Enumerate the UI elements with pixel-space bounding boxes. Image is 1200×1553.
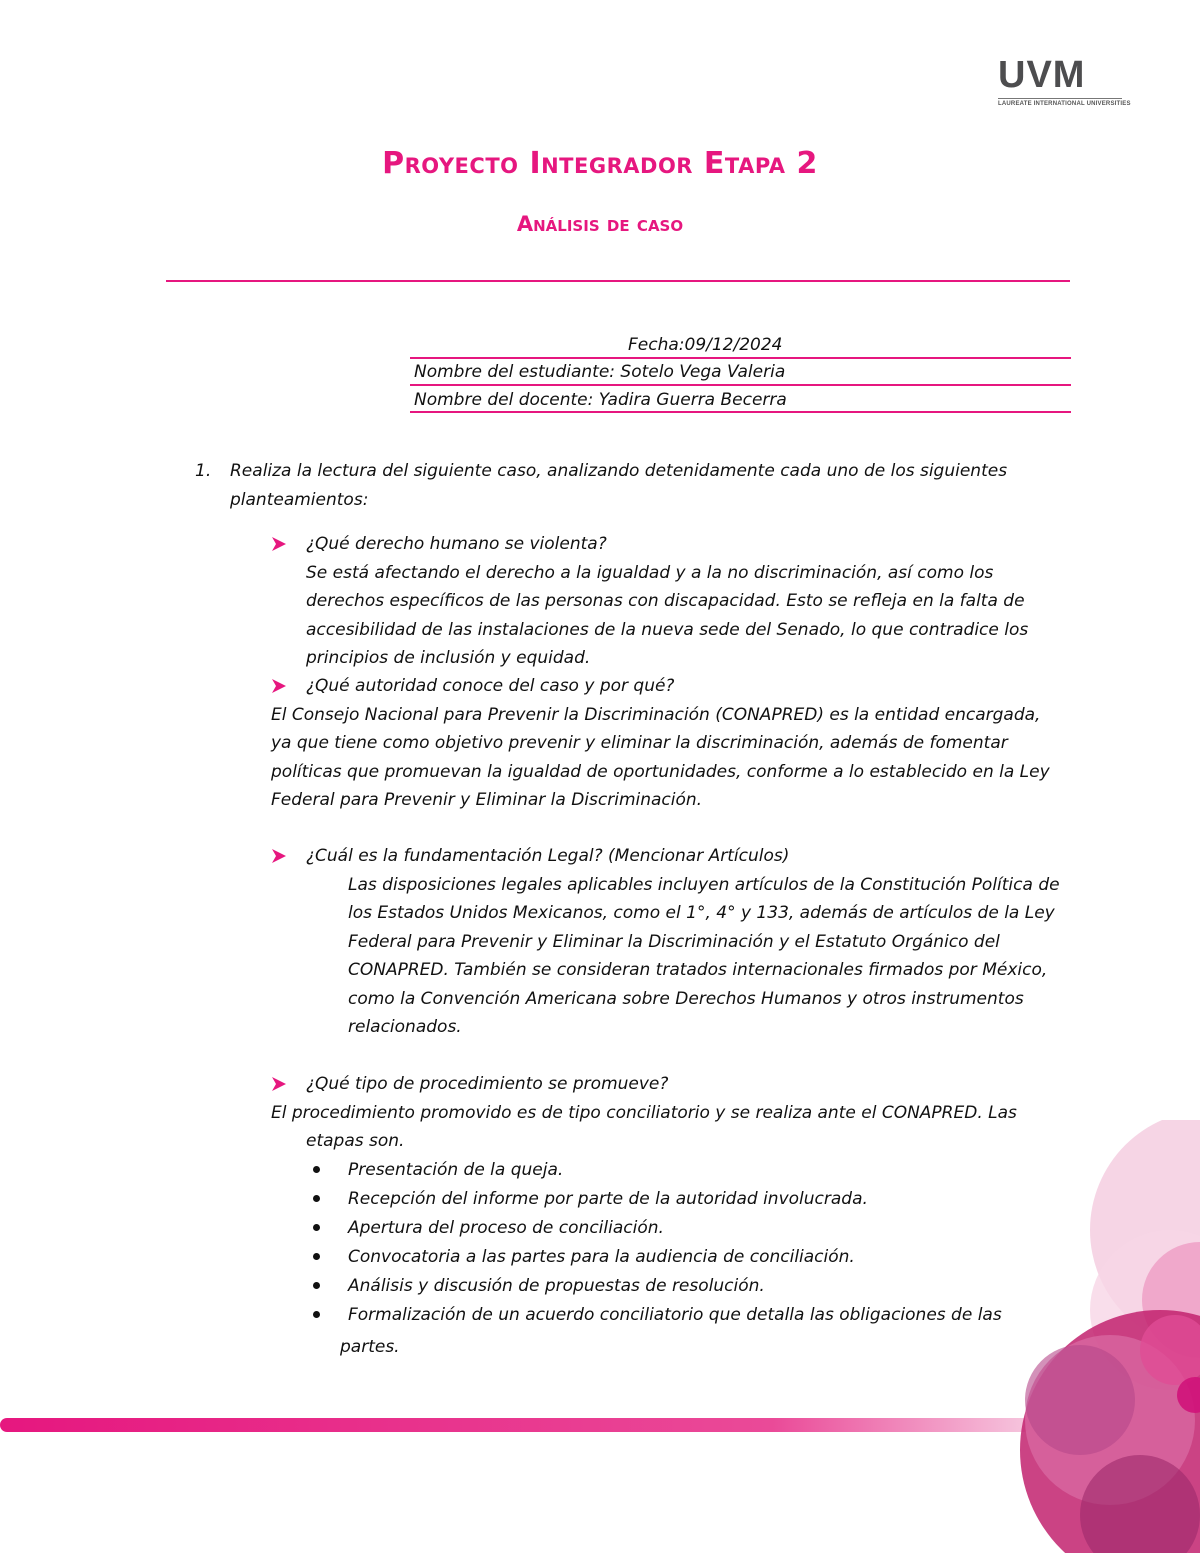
divider-date [410, 357, 1071, 359]
list-item: Formalización de un acuerdo conciliatorio que detalla las obligaciones de las [348, 1305, 1002, 1325]
answer-3-line: Federal para Prevenir y Eliminar la Discriminación y el Estatuto Orgánico del [348, 932, 1000, 952]
list-item: Recepción del informe por parte de la autoridad involucrada. [348, 1189, 868, 1209]
list-item: Convocatoria a las partes para la audiencia de conciliación. [348, 1247, 855, 1267]
bullet-dot [313, 1224, 320, 1231]
instruction-number: 1. [195, 461, 212, 481]
answer-3-line: como la Convención Americana sobre Derechos Humanos y otros instrumentos [348, 989, 1024, 1009]
bullet-dot [313, 1311, 320, 1318]
question-4: ¿Qué tipo de procedimiento se promueve? [306, 1074, 669, 1094]
footer-gradient-bar [0, 1418, 1030, 1432]
logo-subtitle: LAUREATE INTERNATIONAL UNIVERSITIES [998, 98, 1122, 107]
divider-teacher [410, 411, 1071, 413]
answer-2-line: Federal para Prevenir y Eliminar la Discriminación. [271, 790, 703, 810]
answer-2-line: ya que tiene como objetivo prevenir y eliminar la discriminación, además de fomentar [271, 733, 1008, 753]
answer-1-line: derechos específicos de las personas con discapacidad. Esto se refleja en la falta de [306, 591, 1025, 611]
answer-3-line: relacionados. [348, 1017, 462, 1037]
answer-4-line: El procedimiento promovido es de tipo conciliatorio y se realiza ante el CONAPRED. Las [271, 1103, 1017, 1123]
list-item: Presentación de la queja. [348, 1160, 564, 1180]
arrow-bullet-icon [272, 537, 286, 551]
bullet-dot [313, 1282, 320, 1289]
answer-4-line: etapas son. [306, 1131, 405, 1151]
list-item-continuation: partes. [340, 1337, 400, 1357]
page-title: Proyecto Integrador Etapa 2 [382, 146, 818, 181]
question-2: ¿Qué autoridad conoce del caso y por qué? [306, 676, 675, 696]
question-3: ¿Cuál es la fundamentación Legal? (Mencionar Artículos) [306, 846, 790, 866]
divider-student [410, 384, 1071, 386]
teacher-name: Nombre del docente: Yadira Guerra Becerra [414, 390, 787, 410]
arrow-bullet-icon [272, 849, 286, 863]
answer-2-line: políticas que promuevan la igualdad de oportunidades, conforme a lo establecido en la Ley [271, 762, 1050, 782]
logo-wordmark: UVM [998, 54, 1086, 96]
arrow-bullet-icon [272, 679, 286, 693]
instruction-line-1: Realiza la lectura del siguiente caso, analizando detenidamente cada uno de los siguientes [230, 461, 1008, 481]
uvm-logo [998, 54, 1131, 112]
list-item: Análisis y discusión de propuestas de resolución. [348, 1276, 765, 1296]
arrow-bullet-icon [272, 1077, 286, 1091]
answer-3-line: Las disposiciones legales aplicables incluyen artículos de la Constitución Política de [348, 875, 1060, 895]
page-subtitle: Análisis de caso [516, 212, 684, 236]
answer-1-line: principios de inclusión y equidad. [306, 648, 591, 668]
instruction-line-2: planteamientos: [230, 490, 369, 510]
answer-1-line: accesibilidad de las instalaciones de la nueva sede del Senado, lo que contradice los [306, 620, 1029, 640]
student-name: Nombre del estudiante: Sotelo Vega Valeria [414, 362, 786, 382]
list-item: Apertura del proceso de conciliación. [348, 1218, 664, 1238]
answer-3-line: los Estados Unidos Mexicanos, como el 1°, 4° y 133, además de artículos de la Ley [348, 903, 1055, 923]
title-divider [166, 280, 1070, 282]
bullet-dot [313, 1166, 320, 1173]
bullet-dot [313, 1195, 320, 1202]
date-field: Fecha:09/12/2024 [628, 335, 783, 355]
decorative-circles [960, 1120, 1200, 1553]
answer-2-line: El Consejo Nacional para Prevenir la Discriminación (CONAPRED) es la entidad encargada, [271, 705, 1041, 725]
question-1: ¿Qué derecho humano se violenta? [306, 534, 607, 554]
answer-3-line: CONAPRED. También se consideran tratados internacionales firmados por México, [348, 960, 1048, 980]
answer-1-line: Se está afectando el derecho a la igualdad y a la no discriminación, así como los [306, 563, 994, 583]
bullet-dot [313, 1253, 320, 1260]
